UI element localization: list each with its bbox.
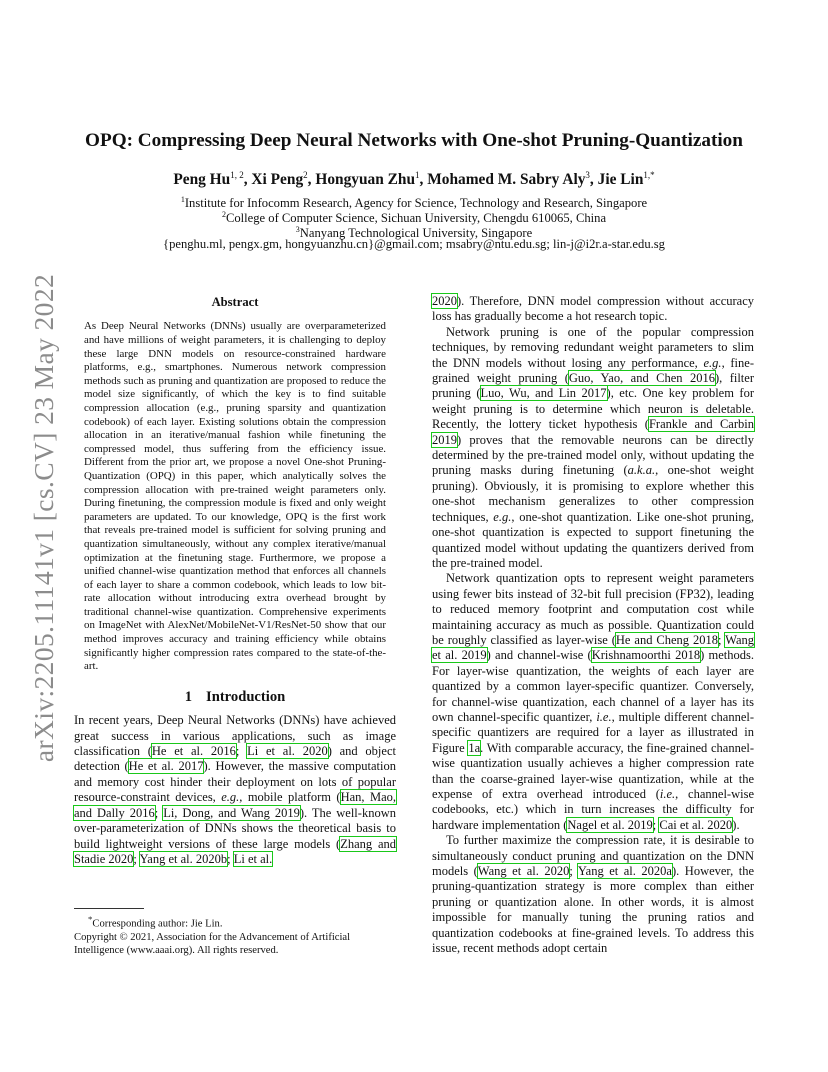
text-run: ;	[652, 817, 660, 832]
footnote-corresponding	[74, 913, 396, 931]
text-run: ). However, the massive computation and memory cost hinder their deployment on lots of popular resource-constraint devices,	[74, 759, 396, 805]
citation-link[interactable]: He and Cheng 2018	[615, 632, 718, 647]
author-name: Peng Hu	[173, 171, 231, 189]
italic-run: e.g.	[703, 355, 722, 370]
quantization-paragraph	[432, 571, 754, 833]
author-sup: 1	[415, 170, 420, 180]
author-name: Hongyuan Zhu	[315, 171, 416, 189]
citation-link[interactable]: Luo, Wu, and Lin 2017	[480, 386, 607, 401]
citation-link[interactable]: Guo, Yao, and Chen 2016	[568, 371, 715, 386]
affiliation-sup: 2	[221, 210, 226, 219]
pruning-paragraph	[432, 325, 754, 572]
text-run: ). However, the pruning-quantization strategy is more complex than either pruning or quantization alone. In other words, it is almost impossible for manually tuning the pruning ratios and quantization codebooks at fine-grained levels. To address this issue, recent methods adopt certain	[432, 864, 755, 956]
intro-paragraph	[74, 713, 396, 867]
footnote	[74, 913, 396, 957]
text-run: , mobile platform (	[239, 790, 341, 805]
text-run: ;	[569, 864, 578, 879]
text-run: , one-shot weight pruning). Obviously, it is promising to explore whether this one-shot mechanism generalizes to other compression techniques,	[432, 463, 754, 524]
text-run: ).	[732, 817, 740, 832]
text-run: , channel-wise codebooks, etc.) which in turn increases the difficulty for hardware implementation (	[432, 787, 754, 832]
italic-run: i.e.	[659, 787, 676, 801]
citation-link[interactable]: Li et al.	[233, 851, 273, 866]
section-number: 1	[184, 688, 193, 705]
citation-link[interactable]: Wang et al. 2020	[477, 864, 570, 879]
abstract-heading: Abstract	[211, 295, 259, 309]
text-run: , fine-grained weight pruning (	[432, 355, 754, 386]
citation-link[interactable]: Yang et al. 2020a	[577, 864, 672, 879]
text-run: , one-shot quantization. Like one-shot pruning, one-shot quantization is expected to support finetuning the quantized model without updating the quantizers derived from the pre-trained model.	[432, 509, 754, 570]
citation-link[interactable]: Li et al. 2020	[247, 744, 328, 759]
text-run: ) and object detection (	[74, 744, 396, 774]
author-sup: 1, 2	[230, 170, 244, 180]
author-sup: 2	[303, 170, 308, 180]
intro-paragraph	[432, 294, 754, 325]
citation-link[interactable]: He et al. 2016	[151, 744, 236, 759]
footnote-mark: *	[88, 914, 93, 924]
text-run: ). Therefore, DNN model compression without accuracy loss has gradually become a hot research topic.	[432, 294, 754, 324]
affiliation-text: College of Computer Science, Sichuan University, Chengdu 610065, China	[225, 211, 607, 226]
abstract-body: As Deep Neural Networks (DNNs) usually are overparameterized and have millions of weight parameters, it is challenging to deploy these large DNN models on resource-constrained hardware platforms, e.g., smartphones. Numerous network compression methods such as pruning and quantization are proposed to reduce the model size significantly, of which the key is to find suitable compression allocation (e.g., pruning sparsity and quantization codebook) of each layer. Existing solutions obtain the compression allocation in an iterative/manual fashion while finetuning the compressed model, thus suffering from the efficiency issue. Different from the prior art, we propose a novel One-shot Pruning-Quantization (OPQ) in this paper, which analytically solves the compression allocation with pre-trained weight parameters only. During finetuning, the compression module is fixed and only weight parameters are updated. To our knowledge, OPQ is the first work that reveals pre-trained model is sufficient for solving pruning and quantization simultaneously, without any complex iterative/manual optimization at the finetuning stage. Furthermore, we propose a unified channel-wise quantization method that enforces all channels of each layer to share a common codebook, which leads to low bit-rate allocation without introducing extra overhead brought by traditional channel-wise quantization. Comprehensive experiments on ImageNet with AlexNet/MobileNet-V1/ResNet-50 show that our method improves accuracy and training efficiency while obtains significantly higher compression rates compared to the state-of-the-art.	[84, 320, 386, 673]
footnote-text: Corresponding author: Jie Lin.	[92, 918, 223, 930]
text-run: ), filter pruning (	[432, 371, 754, 401]
text-run: Network quantization opts to represent weight parameters using fewer bits instead of 32-bit full precision (FP32), leading to reduced memory footprint and computation cost while maintaining accuracy as much as possible. Quantization could be roughly classified as layer-wise (	[432, 571, 754, 647]
citation-link[interactable]: Wang et al. 2019	[432, 632, 754, 663]
affiliation-sup: 1	[180, 195, 185, 204]
text-run: ). The well-known over-parameterization of DNNs shows the theoretical basis to build lightweight versions of these large models (	[74, 805, 396, 851]
text-run: ) proves that the removable neurons can be directly determined by the pre-trained model only, without updating the pruning masks during finetuning (	[432, 432, 754, 478]
citation-link[interactable]: Zhang and Stadie 2020	[74, 836, 397, 866]
section-heading	[74, 690, 396, 705]
author-sup: 3	[585, 170, 590, 180]
author-emails: {penghu.ml, pengx.gm, hongyuanzhu.cn}@gmail.com; msabry@ntu.edu.sg; lin-j@i2r.a-star.edu.sg	[163, 237, 665, 251]
citation-link[interactable]: Cai et al. 2020	[659, 817, 733, 832]
citation-link[interactable]: Frankle and Carbin 2019	[432, 417, 754, 447]
citation-link[interactable]: 2020	[432, 294, 457, 308]
affiliation-sup: 3	[295, 225, 300, 234]
section-title: Introduction	[206, 688, 286, 705]
text-run: To further maximize the compression rate, it is desirable to simultaneously conduct pruning and quantization on the DNN models (	[432, 833, 754, 879]
text-run: ;	[717, 632, 726, 647]
text-run: In recent years, Deep Neural Networks (DNNs) have achieved great success in various applications, such as image classification (	[74, 713, 396, 759]
citation-link[interactable]: Han, Mao, and Dally 2016	[74, 790, 396, 820]
italic-run: e.g.	[221, 790, 240, 805]
affiliation-text: Nanyang Technological University, Singapore	[299, 226, 533, 241]
citation-link[interactable]: Li, Dong, and Wang 2019	[163, 805, 300, 820]
text-run: ), etc. One key problem for weight pruning is to determine which neuron is deletable. Recently, the lottery ticket hypothesis (	[432, 386, 754, 432]
text-run: Network pruning is one of the popular compression techniques, by removing redundant weight parameters to slim the DNN models without losing any performance,	[432, 324, 754, 370]
text-run: ;	[133, 851, 140, 866]
author-name: Xi Peng	[251, 171, 304, 189]
copyright-notice: Copyright © 2021, Association for the Advancement of Artificial Intelligence (www.aaai.org). All rights reserved.	[74, 931, 351, 956]
affiliation-text: Institute for Infocomm Research, Agency for Science, Technology and Research, Singapore	[184, 196, 648, 211]
footnote-divider	[74, 908, 144, 909]
italic-run: i.e.	[596, 709, 612, 724]
citation-link[interactable]: Yang et al. 2020b	[139, 851, 228, 866]
citation-link[interactable]: Nagel et al. 2019	[567, 817, 653, 832]
paper-title: OPQ: Compressing Deep Neural Networks with One-shot Pruning-Quantization	[85, 130, 743, 151]
citation-link[interactable]: Krishnamoorthi 2018	[591, 648, 701, 663]
text-run: ;	[235, 744, 248, 759]
author-name: Jie Lin	[597, 171, 644, 189]
figure-link[interactable]: 1a	[468, 740, 481, 755]
right-column	[432, 294, 754, 956]
arxiv-identifier[interactable]: arXiv:2205.11141v1 [cs.CV] 23 May 2022	[28, 273, 59, 763]
text-run: ;	[227, 851, 234, 866]
author-list: Peng Hu$^{1, 2}$, Xi Peng$^2$, Hongyuan Zhu$^1$, Mohamed M. Sabry Aly$^3$, Jie Lin$^{1,*}$	[173, 170, 655, 189]
left-column	[74, 295, 396, 867]
text-run: , multiple different channel-specific quantizers are required for a layer as illustrated in Figure	[432, 709, 754, 755]
author-name: Mohamed M. Sabry Aly	[427, 171, 586, 189]
author-sup: 1,*	[643, 170, 655, 180]
pruning-quantization-paragraph	[432, 833, 754, 956]
citation-link[interactable]: He et al. 2017	[128, 759, 204, 774]
text-run: . With comparable accuracy, the fine-grained channel-wise quantization usually achieves a higher compression rate than the coarse-grained layer-wise quantization, while at the expense of extra overhead introduced (	[432, 740, 755, 801]
arxiv-watermark	[14, 268, 74, 768]
italic-run: a.k.a.	[627, 463, 656, 478]
italic-run: e.g.	[493, 509, 512, 524]
text-run: ) and channel-wise (	[486, 648, 592, 663]
text-run: ;	[154, 805, 164, 820]
text-run: ) methods. For layer-wise quantization, the weights of each layer are quantized by a common layer-specific quantizer. Conversely, for channel-wise quantization, each channel of a layer has its own channel-specific quantizer,	[432, 648, 754, 724]
